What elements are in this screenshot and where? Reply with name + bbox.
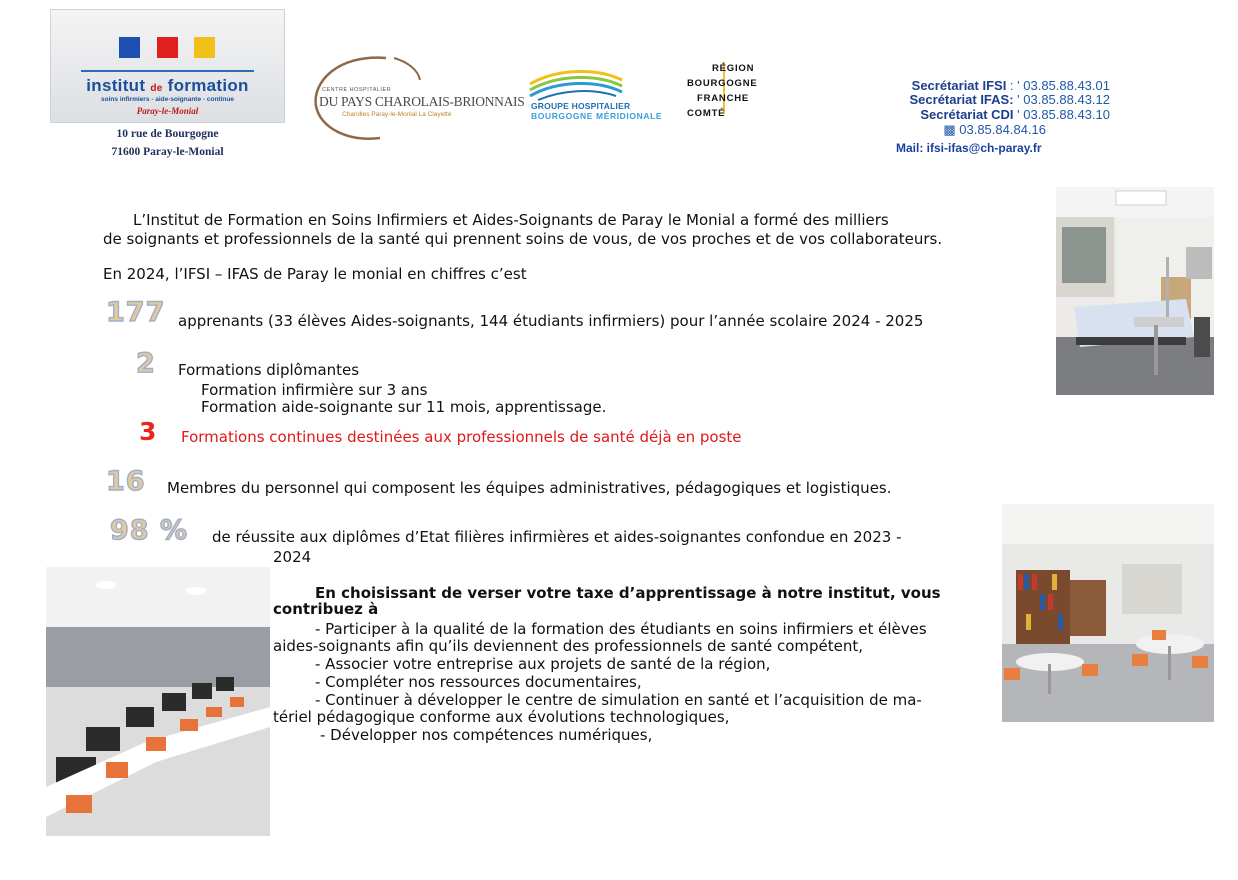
- ch-logo-title: DU PAYS CHAROLAIS-BRIONNAIS: [319, 94, 525, 109]
- stat-apprenants-text: apprenants (33 élèves Aides-soignants, 144 étudiants infirmiers) pour l’année scolaire 2024 - 2025: [178, 312, 924, 330]
- contact-fax: ▩ 03.85.84.84.16: [943, 122, 1046, 137]
- intro-line-1: L’Institut de Formation en Soins Infirmiers et Aides-Soignants de Paray le Monial a formé des milliers: [133, 211, 889, 229]
- taxe-bullet-4b: tériel pédagogique conforme aux évolutions technologiques,: [273, 708, 730, 726]
- contact-ifas: Secrétariat IFAS: ' 03.85.88.43.12: [909, 92, 1110, 107]
- region-logo-line4: COMTÉ: [687, 108, 726, 119]
- contact-mail[interactable]: Mail: ifsi-ifas@ch-paray.fr: [896, 141, 1042, 155]
- ghbm-logo-line1: GROUPE HOSPITALIER: [531, 101, 631, 111]
- taxe-bullet-1b: aides-soignants afin qu’ils deviennent des professionnels de santé compétent,: [273, 637, 864, 655]
- taxe-bullet-3: - Compléter nos ressources documentaires,: [315, 673, 642, 691]
- blue-square: [119, 37, 140, 58]
- stat-continues-number: 3: [139, 417, 157, 446]
- stat-reussite-number: 98 %: [110, 515, 189, 546]
- photo-computer-room: [46, 567, 270, 836]
- ghbm-logo-waves: [528, 66, 628, 102]
- ch-logo-small: CENTRE HOSPITALIER: [322, 87, 392, 93]
- intro-line-2: de soignants et professionnels de la santé qui prennent soins de vous, de vos proches et de vos collaborateurs.: [103, 230, 943, 248]
- stat-personnel-text: Membres du personnel qui composent les équipes administratives, pédagogiques et logistiques.: [167, 479, 892, 497]
- region-logo-line1: RÉGION: [712, 63, 755, 74]
- address-line-1: 10 rue de Bourgogne: [116, 128, 219, 140]
- taxe-bullet-1a: - Participer à la qualité de la formation des étudiants en soins infirmiers et élèves: [315, 620, 927, 638]
- institut-logo-city: Paray-le-Monial: [136, 106, 199, 116]
- red-square: [157, 37, 178, 58]
- contact-cdi: Secrétariat CDI ' 03.85.88.43.10: [920, 107, 1110, 122]
- stat-reussite-text-2: 2024: [273, 548, 312, 566]
- stat-continues-text: Formations continues destinées aux professionnels de santé déjà en poste: [181, 428, 742, 446]
- ch-logo-subtitle: Charolles Paray-le-Monial La Clayette: [342, 111, 452, 118]
- taxe-bullet-5: - Développer nos compétences numériques,: [320, 726, 653, 744]
- taxe-heading-1: En choisissant de verser votre taxe d’apprentissage à notre institut, vous: [315, 584, 941, 602]
- intro-line-3: En 2024, l’IFSI – IFAS de Paray le monial en chiffres c’est: [103, 265, 527, 283]
- stat-formations-item-2: Formation aide-soignante sur 11 mois, apprentissage.: [201, 398, 607, 416]
- yellow-square: [194, 37, 215, 58]
- taxe-heading-2: contribuez à: [273, 600, 379, 618]
- photo-simulation-room: [1056, 187, 1214, 395]
- institut-logo-subtitle: soins infirmiers - aide-soignante - continue: [101, 96, 234, 103]
- logo-divider: [81, 70, 254, 72]
- contact-ifsi: Secrétariat IFSI : ' 03.85.88.43.01: [911, 78, 1110, 93]
- stat-formations-item-1: Formation infirmière sur 3 ans: [201, 381, 428, 399]
- institut-logo-title: institut de formation: [86, 76, 249, 95]
- fax-icon: ▩: [943, 122, 956, 137]
- stat-apprenants-number: 177: [106, 297, 166, 328]
- stat-formations-text: Formations diplômantes: [178, 361, 360, 379]
- region-logo-line2: BOURGOGNE: [687, 78, 758, 89]
- stat-formations-number: 2: [136, 348, 156, 379]
- ghbm-logo-line2: BOURGOGNE MÉRIDIONALE: [531, 111, 663, 121]
- stat-reussite-text-1: de réussite aux diplômes d’Etat filières infirmières et aides-soignantes confondue en 2023 -: [212, 528, 902, 546]
- address-line-2: 71600 Paray-le-Monial: [111, 146, 224, 158]
- stat-personnel-number: 16: [106, 466, 146, 497]
- taxe-bullet-2: - Associer votre entreprise aux projets de santé de la région,: [315, 655, 771, 673]
- taxe-bullet-4a: - Continuer à développer le centre de simulation en santé et l’acquisition de ma-: [315, 691, 922, 709]
- photo-library: [1002, 504, 1214, 722]
- institut-logo: [50, 9, 285, 123]
- region-logo-line3: FRANCHE: [697, 93, 750, 104]
